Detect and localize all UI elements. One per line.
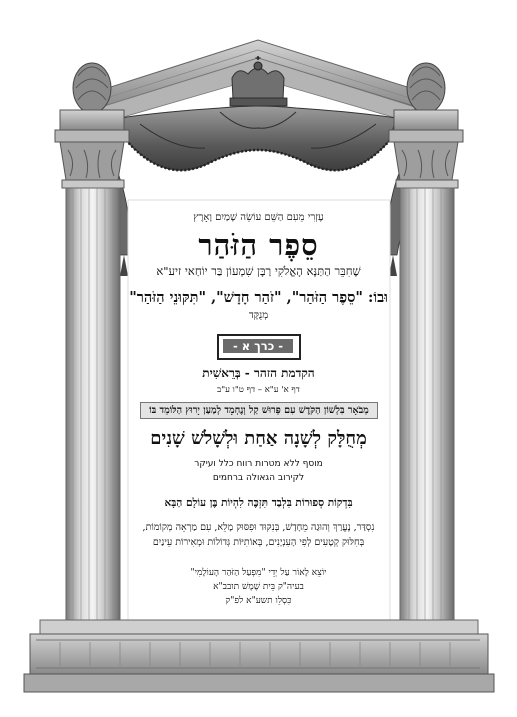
- contents-line: וּבוֹ: "סֵפֶר הַזֹּהַר", "זֹהַר חָדָשׁ", "תִּקּוּנֵי הַזֹּהַר": [129, 289, 388, 306]
- publication-date: כִּסְלֵו תשע"א לפ"ק: [225, 596, 292, 606]
- explanation-banner: מְבֹאָר בִּלְשׁוֹן הַקֹּדֶשׁ עִם פֵּרוּשׁ קַל וְנֶחְמָד לְמַעַן יָרוּץ הַלּוֹמֵד בּוֹ: [140, 402, 378, 419]
- author-line: שֶׁחִבֵּר הַתַּנָּא הָאֱלֹקִי רַבָּן שִׁמְעוֹן בַּר יוֹחַאי זיע"א: [156, 264, 361, 278]
- page-range: דף א' ע"א – דף ט"ו ע"ב: [217, 385, 300, 395]
- redemption-note: לקירוב הגאולה ברחמים: [212, 473, 305, 483]
- book-title: סֵפֶר הַזֹּהַר: [198, 228, 319, 262]
- merit-line: בִּדְקוֹת סְפוּרוֹת בִּלְבַד תִּזְכֶּה לִהְיוֹת בֶּן עוֹלָם הַבָּא: [164, 497, 353, 509]
- opening-blessing: עֶזְרִי מֵעִם הַשֵּׁם עוֹשֵׂה שָׁמַיִם וָאָרֶץ: [193, 212, 324, 223]
- volume-label: - כרך א -: [223, 339, 293, 353]
- division-heading: מְחֻלָּק לְשָׁנָה אַחַת וּלְשָׁלֹשׁ שָׁנִים: [150, 428, 367, 449]
- edition-line-2: בְּחִלּוּק קְטָעִים לְפִי הָעִנְיָנִים, בְּאוֹתִיּוֹת גְּדוֹלוֹת וּמְאִירוֹת עֵינַיִם: [152, 537, 365, 548]
- punctuation-note: מְנֻקָּד: [248, 310, 269, 321]
- publisher-location: בעיה"ק בֵּית שֶׁמֶשׁ תובב"א: [213, 582, 304, 592]
- publisher-line: יוֹצֵא לָאוֹר עַל יְדֵי "מִפְעַל הַזֹּהַר הָעוֹלָמִי": [190, 568, 327, 578]
- volume-box: [217, 334, 301, 360]
- intro-title: הקדמת הזהר - בְּרֵאשִׁית: [202, 366, 315, 380]
- supplement-note: מוסף ללא מטרות רווח כלל ועיקר: [194, 459, 323, 469]
- base: [24, 620, 494, 692]
- edition-line-1: נִסְדַּר, נֶעֱרַךְ וְהוּגַה מֵחָדָשׁ, בְּנִקּוּד וּפִסּוּק מָלֵא, עִם מַרְאֵה מְקוֹמוֹת,: [142, 522, 375, 533]
